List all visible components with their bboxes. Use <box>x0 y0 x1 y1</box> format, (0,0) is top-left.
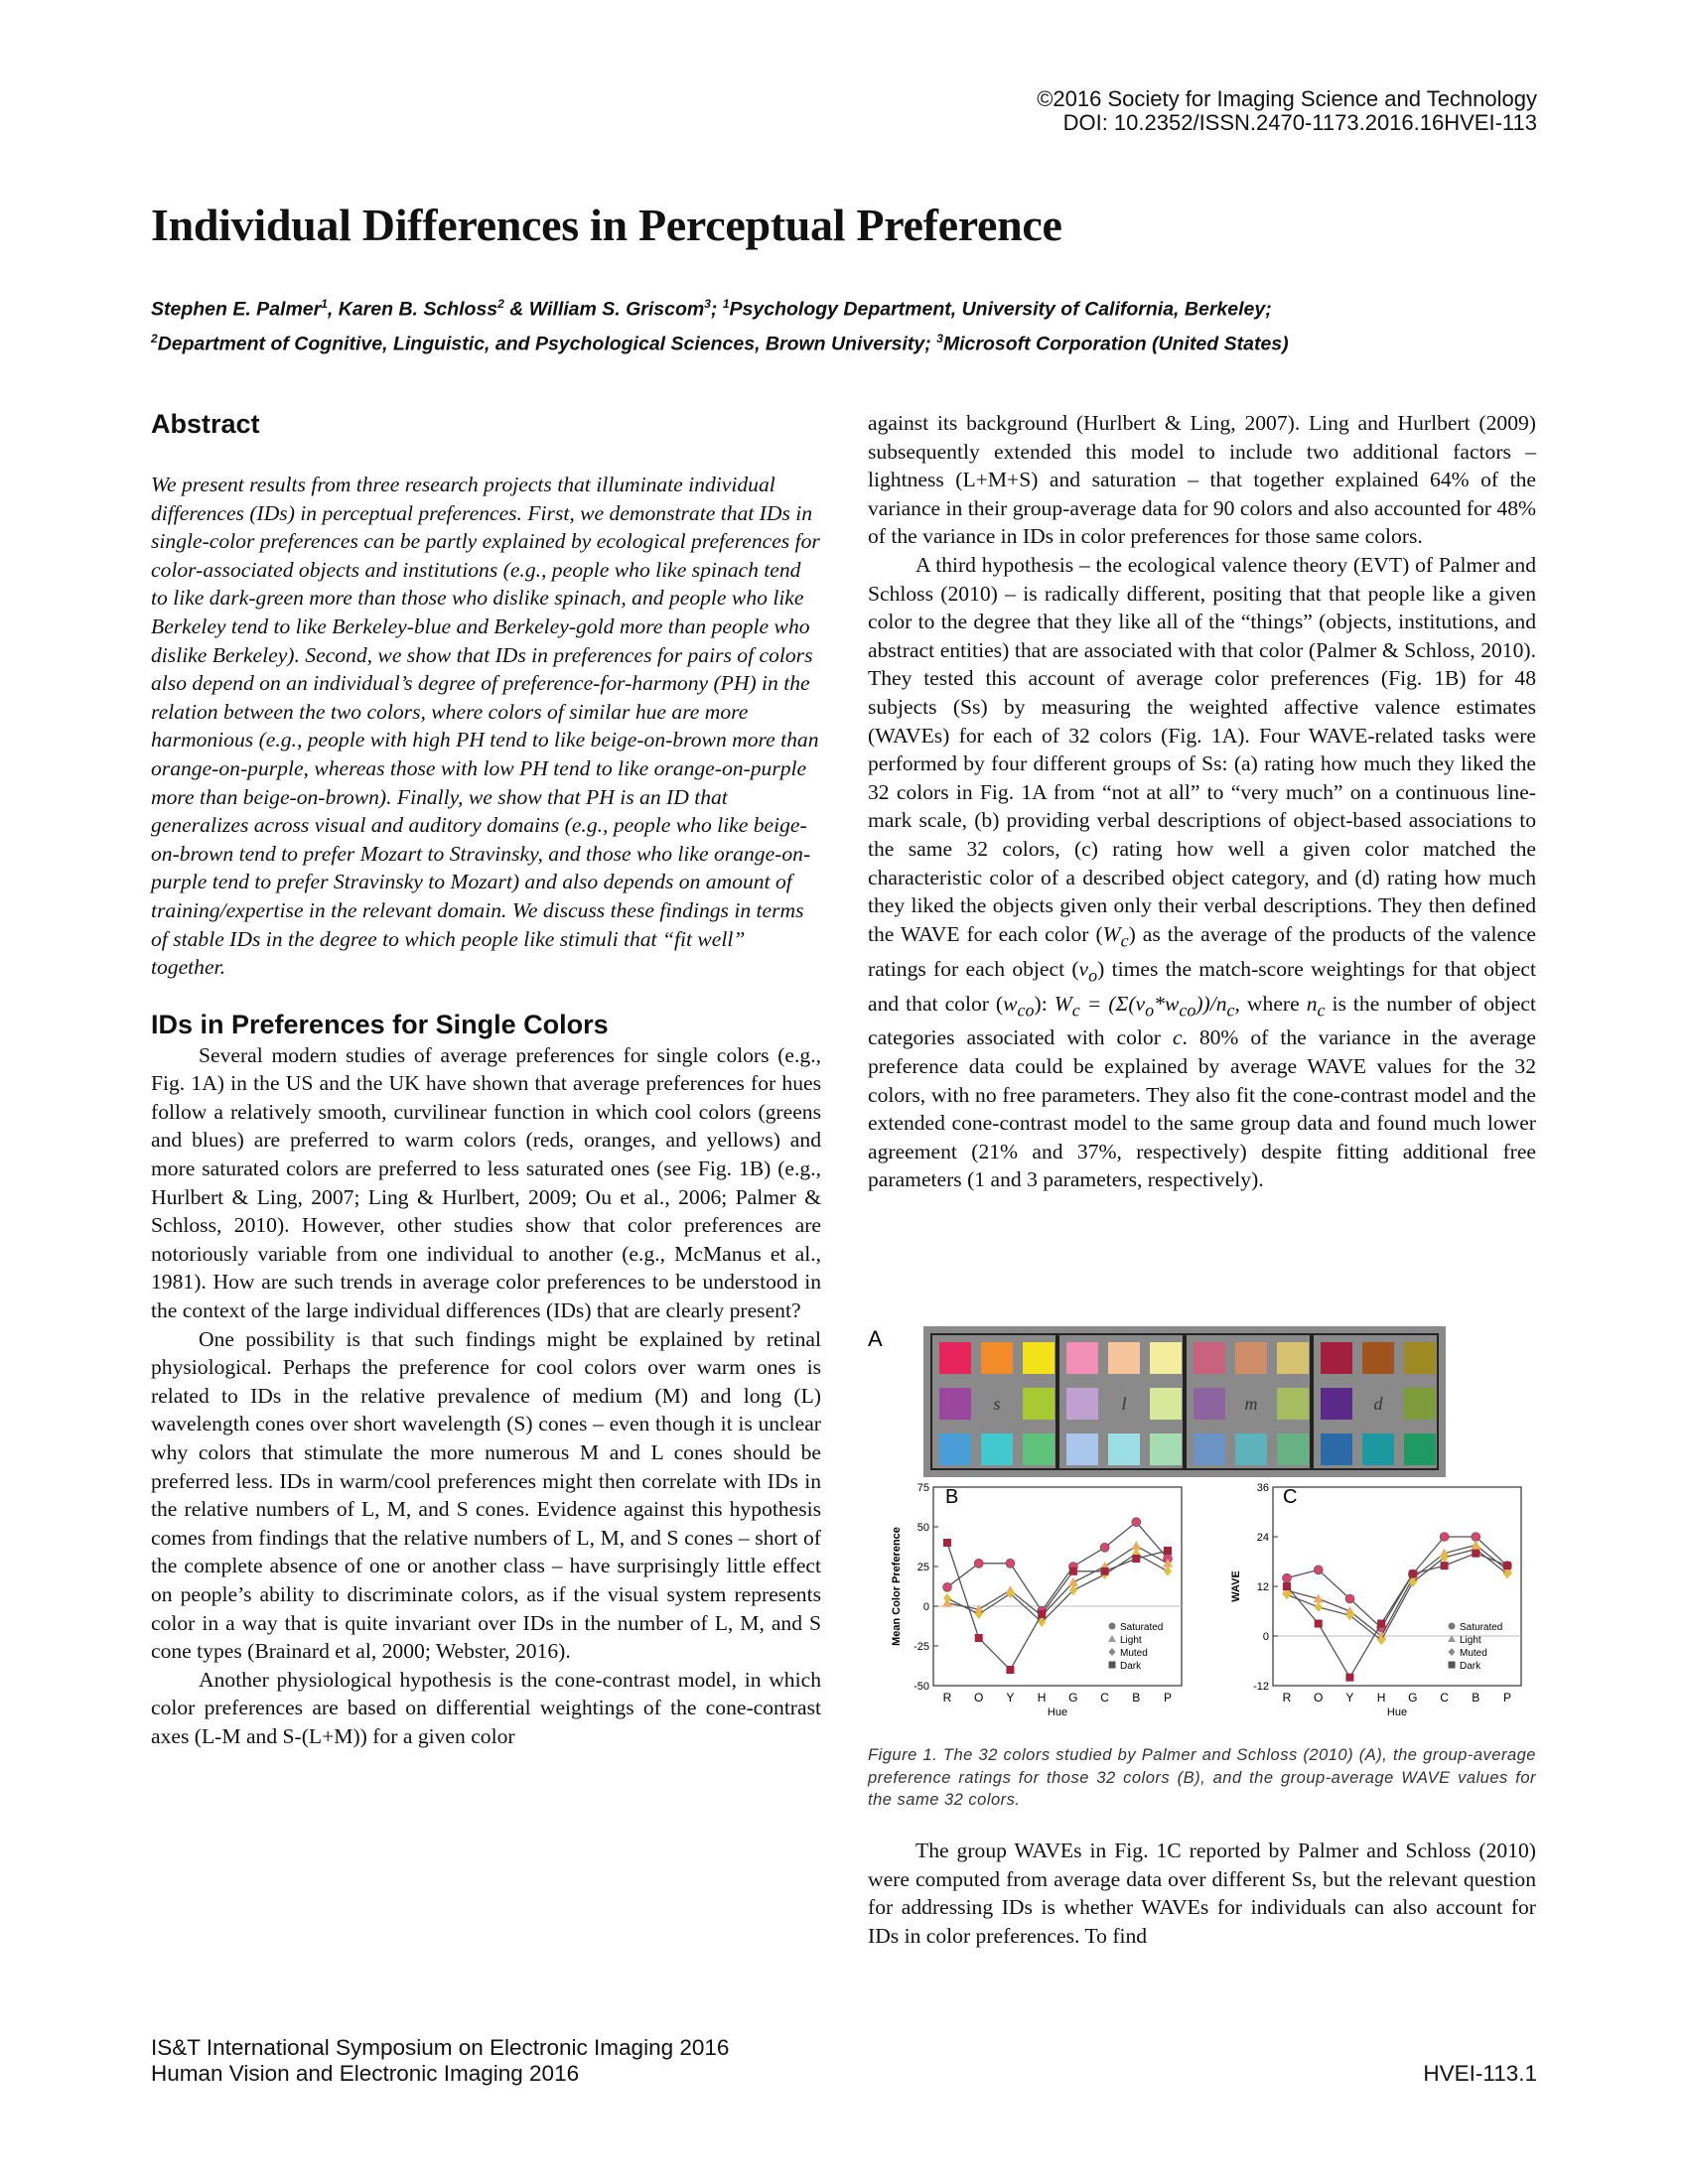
right-column <box>868 409 1536 1194</box>
color-swatch <box>1321 1342 1352 1374</box>
color-swatch <box>1108 1342 1140 1374</box>
data-point <box>1132 1555 1140 1563</box>
x-tick-label: G <box>1068 1691 1078 1705</box>
chart-b <box>891 1482 1182 1718</box>
panel-a-label: A <box>868 1326 883 1351</box>
color-swatch <box>1108 1433 1140 1465</box>
x-tick-label: G <box>1408 1691 1418 1705</box>
color-swatch <box>1362 1433 1394 1465</box>
y-tick-label: 25 <box>916 1562 929 1573</box>
footer-conference: Human Vision and Electronic Imaging 2016 <box>151 2061 580 2086</box>
data-point <box>1006 1588 1014 1598</box>
data-point <box>943 1539 951 1547</box>
data-point <box>1377 1620 1385 1628</box>
swatch-group-letter: d <box>1373 1394 1383 1414</box>
color-swatch <box>1321 1433 1352 1465</box>
data-point <box>943 1593 951 1603</box>
color-swatch <box>1321 1388 1352 1420</box>
copyright-line: ©2016 Society for Imaging Science and Technology <box>1037 86 1537 111</box>
x-tick-label: C <box>1100 1691 1109 1705</box>
x-tick-label: H <box>1037 1691 1047 1705</box>
footer-symposium: IS&T International Symposium on Electronic Imaging 2016 <box>151 2035 730 2060</box>
data-point <box>943 1582 952 1591</box>
affiliation-3: Microsoft Corporation (United States) <box>942 333 1289 354</box>
color-swatch <box>1023 1433 1055 1465</box>
color-swatch <box>1150 1433 1182 1465</box>
x-tick-label: O <box>974 1691 984 1705</box>
color-swatch <box>981 1342 1013 1374</box>
y-tick-label: 0 <box>1262 1631 1269 1643</box>
panel-b-label: B <box>945 1486 959 1508</box>
author-3: & William S. Griscom <box>503 298 705 321</box>
data-point <box>1132 1518 1141 1527</box>
paper-title: Individual Differences in Perceptual Preference <box>151 200 1062 250</box>
legend-label: Dark <box>1460 1661 1481 1672</box>
author-block: Stephen E. Palmer$^1$, Karen B. Schloss$^2$ & William S. Griscom$^3$; $^1$Psychology Department, University of California, Berkeley; $^2$Department of Cognitive, Linguistic, and Psychological Sciences, Brown University; $^3$Microsoft Corporation (United States) <box>151 297 1289 354</box>
author-1: Stephen E. Palmer <box>151 298 322 321</box>
color-swatch <box>1404 1433 1436 1465</box>
y-tick-label: -12 <box>1253 1681 1269 1693</box>
color-swatch <box>1150 1388 1182 1420</box>
legend-marker <box>1449 1648 1456 1656</box>
color-swatch <box>1023 1388 1055 1420</box>
x-tick-label: H <box>1376 1691 1386 1705</box>
legend-marker <box>1108 1635 1116 1642</box>
x-tick-label: Y <box>1006 1691 1015 1705</box>
body-paragraph: One possibility is that such findings might be explained by retinal physiological. Perhaps the preference for cool colors over warm ones is related to IDs in the relative prevalence of medium (M) and long (L) wavelength cones over short wavelength (S) cones – even though it is unclear why colors that stimulate the more numerous M and L cones should be preferred less. IDs in warm/cool preferences might then correlate with IDs in the relative numbers of L, M, and S cones. Evidence against this hypothesis comes from findings that the relative numbers of L, M, and S cones – short of the complete absence of one or another class – have surprisingly little effect on people’s ability to discriminate colors, as if the visual system represents color in a way that is quite invariant over IDs in the number of L, M, and S cone types (Brainard et al, 2000; Webster, 2016). <box>151 1326 821 1664</box>
data-point <box>1164 1567 1172 1576</box>
color-swatch <box>1277 1433 1309 1465</box>
abstract-heading: Abstract <box>151 409 260 439</box>
legend-label: Saturated <box>1460 1622 1503 1633</box>
data-point <box>1345 1674 1353 1682</box>
color-swatch <box>1194 1433 1225 1465</box>
data-point <box>1440 1533 1449 1542</box>
y-tick-label: 24 <box>1256 1532 1269 1544</box>
data-point <box>1038 1610 1046 1618</box>
y-axis-label: WAVE <box>1230 1570 1242 1602</box>
affiliation-1: Psychology Department, University of California, Berkeley; <box>729 298 1272 321</box>
x-tick-label: R <box>942 1691 952 1705</box>
body-paragraph: Another physiological hypothesis is the cone-contrast model, in which color preferences are based on differential weightings of the cone-contrast axes (L-M and S-(L+M)) for a given color <box>151 1667 821 1748</box>
data-point <box>1006 1666 1014 1674</box>
legend-marker <box>1449 1623 1456 1630</box>
data-point <box>1069 1568 1077 1575</box>
legend-marker <box>1109 1662 1116 1669</box>
doi-line: DOI: 10.2352/ISSN.2470-1173.2016.16HVEI-113 <box>1062 110 1537 135</box>
legend-label: Light <box>1120 1635 1142 1646</box>
color-swatch <box>1362 1342 1394 1374</box>
data-point <box>1472 1550 1479 1558</box>
legend-label: Dark <box>1120 1661 1142 1672</box>
y-tick-label: 0 <box>922 1601 929 1613</box>
color-swatch <box>1277 1342 1309 1374</box>
figure-caption: Figure 1. The 32 colors studied by Palmer and Schloss (2010) (A), the group-average preference ratings for those 32 colors (B), and the group-average WAVE values for the same 32 colors. <box>868 1746 1536 1809</box>
x-axis-label: Hue <box>1386 1706 1408 1718</box>
page-number: HVEI-113.1 <box>1423 2061 1537 2086</box>
body-paragraph: against its background (Hurlbert & Ling, 2007). Ling and Hurlbert (2009) subsequently extended this model to include two additional factors – lightness (L+M+S) and saturation – that together explained 64% of the variance in their group-average data for 90 colors and also accounted for 48% of the variance in IDs in color preferences for those same colors. <box>868 411 1536 549</box>
color-swatch <box>981 1433 1013 1465</box>
color-swatch <box>1150 1342 1182 1374</box>
y-tick-label: -25 <box>914 1641 929 1653</box>
legend-label: Muted <box>1120 1648 1148 1659</box>
color-swatch <box>939 1342 971 1374</box>
data-point <box>975 1634 983 1642</box>
x-tick-label: C <box>1440 1691 1449 1705</box>
swatch-group-letter: s <box>993 1394 1001 1414</box>
x-tick-label: P <box>1163 1691 1173 1705</box>
data-point <box>1283 1573 1292 1582</box>
abstract-text: We present results from three research projects that illuminate individual differences (IDs) in perceptual preferences. First, we demonstrate that IDs in single-color preferences can be partly explained by ecological preferences for color-associated objects and institutions (e.g., people who like spinach tend to like dark-green more than those who dislike spinach, and people who like Berkeley tend to like Berkeley-blue and Berkeley-gold more than people who dislike Berkeley). Second, we show that IDs in preferences for pairs of colors also depend on an individual’s degree of preference-for-harmony (PH) in the relation between the two colors, where colors of similar hue are more harmonious (e.g., people with high PH tend to like beige-on-brown more than orange-on-purple, whereas those with low PH tend to like orange-on-purple more than beige-on-brown). Finally, we show that PH is an ID that generalizes across visual and auditory domains (e.g., people who like beige-on-brown tend to prefer Mozart to Stravinsky, and those who like orange-on-purple tend to prefer Stravinsky to Mozart) and also depends on amount of training/expertise in the relevant domain. We discuss these findings in terms of stable IDs in the degree to which people like stimuli that “fit well” together. <box>151 473 820 980</box>
x-tick-label: Y <box>1345 1691 1354 1705</box>
color-swatch <box>1404 1388 1436 1420</box>
color-swatch <box>1235 1433 1267 1465</box>
data-point <box>1345 1594 1354 1603</box>
legend-marker <box>1109 1623 1116 1630</box>
author-2: , Karen B. Schloss <box>327 298 498 321</box>
x-tick-label: O <box>1314 1691 1324 1705</box>
data-point <box>1314 1566 1323 1574</box>
legend-marker <box>1449 1662 1456 1669</box>
color-swatch <box>1066 1388 1098 1420</box>
data-point <box>1315 1620 1323 1628</box>
body-paragraph: The group WAVEs in Fig. 1C reported by Palmer and Schloss (2010) were computed from average data over different Ss, but the relevant question for addressing IDs is whether WAVEs for individuals can also account for IDs in color preferences. To find <box>868 1839 1536 1948</box>
section-heading: IDs in Preferences for Single Colors <box>151 1009 609 1039</box>
y-axis-label: Mean Color Preference <box>891 1527 903 1646</box>
y-tick-label: -50 <box>914 1681 929 1693</box>
right-column-continued <box>868 1837 1536 1950</box>
data-point <box>1131 1541 1141 1550</box>
data-point <box>1101 1568 1109 1575</box>
copyright-header <box>1037 87 1537 135</box>
color-swatch <box>1066 1342 1098 1374</box>
y-tick-label: 75 <box>916 1482 929 1494</box>
data-point <box>1100 1543 1109 1552</box>
data-point <box>1441 1562 1449 1570</box>
data-point <box>1283 1582 1291 1590</box>
body-paragraph: Several modern studies of average preferences for single colors (e.g., Fig. 1A) in the US and the UK have shown that average preferences for hues follow a relatively smooth, curvilinear function in which cool colors (greens and blues) are preferred to warm colors (reds, oranges, and yellows) and more saturated colors are preferred to less saturated ones (see Fig. 1B) (e.g., Hurlbert & Ling, 2007; Ling & Hurlbert, 2009; Ou et al., 2006; Palmer & Schloss, 2010). However, other studies show that color preferences are notoriously variable from one individual to another (e.g., McManus et al., 1981). How are such trends in average color preferences to be understood in the context of the large individual differences (IDs) that are clearly present? <box>151 1042 821 1323</box>
color-swatch <box>1023 1342 1055 1374</box>
y-tick-label: 36 <box>1256 1482 1269 1494</box>
data-point <box>1006 1559 1015 1568</box>
color-swatch <box>1404 1342 1436 1374</box>
body-paragraph: A third hypothesis – the ecological valence theory (EVT) of Palmer and Schloss (2010) – is radically different, positing that that people like a given color to the degree that they like all of the “things” (objects, institutions, and abstract entities) that are associated with that color (Palmer & Schloss, 2010). They tested this account of average color preferences (Fig. 1B) for 48 subjects (Ss) by measuring the weighted affective valence estimates (WAVEs) for each of 32 colors (Fig. 1A). Four WAVE-related tasks were performed by four different groups of Ss: (a) rating how much they liked the 32 colors in Fig. 1A from “not at all” to “very much” on a continuous line-mark scale, (b) providing verbal descriptions of object-based associations to the same 32 colors, (c) rating how well a given color matched the characteristic color of a described object category, and (d) rating how much they liked the objects given only their verbal descriptions. They then defined the WAVE for each color $(W_c)$ as the average of the products of the valence ratings for each object $(v_o)$ times the match-score weightings for that object and that color $(w_{co})$: $W_c = (\Sigma(v_o*w_{co}))/n_c$, where $n_c$ is the number of object categories associated with color c. 80% of the variance in the average preference data could be explained by average WAVE values for the 32 colors, with no free parameters. They also fit the cone-contrast model and the extended cone-contrast model to the same group data and found much lower agreement (21% and 37%, respectively) despite fitting additional free parameters (1 and 3 parameters, respectively). <box>868 552 1536 1192</box>
x-tick-label: B <box>1132 1691 1141 1705</box>
color-swatch <box>1066 1433 1098 1465</box>
data-point <box>1164 1547 1172 1555</box>
color-swatch <box>939 1433 971 1465</box>
swatch-group-letter: l <box>1121 1394 1127 1414</box>
figure-1-graphic <box>866 1318 1537 1735</box>
panel-c-label: C <box>1283 1486 1298 1508</box>
data-point <box>1472 1533 1480 1542</box>
y-tick-label: 12 <box>1256 1581 1269 1593</box>
legend-label: Muted <box>1460 1648 1487 1659</box>
x-tick-label: B <box>1472 1691 1480 1705</box>
chart-c <box>1230 1482 1521 1718</box>
swatch-group-letter: m <box>1244 1394 1258 1414</box>
x-tick-label: R <box>1282 1691 1292 1705</box>
data-point <box>1503 1562 1511 1570</box>
data-point <box>1409 1570 1417 1578</box>
x-axis-label: Hue <box>1047 1706 1068 1718</box>
color-swatch <box>1194 1342 1225 1374</box>
legend-label: Light <box>1460 1635 1481 1646</box>
color-swatch <box>1277 1388 1309 1420</box>
data-point <box>1315 1602 1323 1612</box>
affiliation-2: Department of Cognitive, Linguistic, and Psychological Sciences, Brown University; <box>157 333 937 354</box>
color-swatch <box>1194 1388 1225 1420</box>
x-tick-label: P <box>1502 1691 1512 1705</box>
legend-marker <box>1109 1648 1116 1656</box>
y-tick-label: 50 <box>916 1522 929 1534</box>
legend-label: Saturated <box>1120 1622 1164 1633</box>
data-point <box>1068 1577 1078 1586</box>
color-swatch <box>939 1388 971 1420</box>
color-swatch <box>1235 1342 1267 1374</box>
data-point <box>974 1559 983 1568</box>
footer <box>151 2035 729 2087</box>
left-column <box>151 407 821 1751</box>
